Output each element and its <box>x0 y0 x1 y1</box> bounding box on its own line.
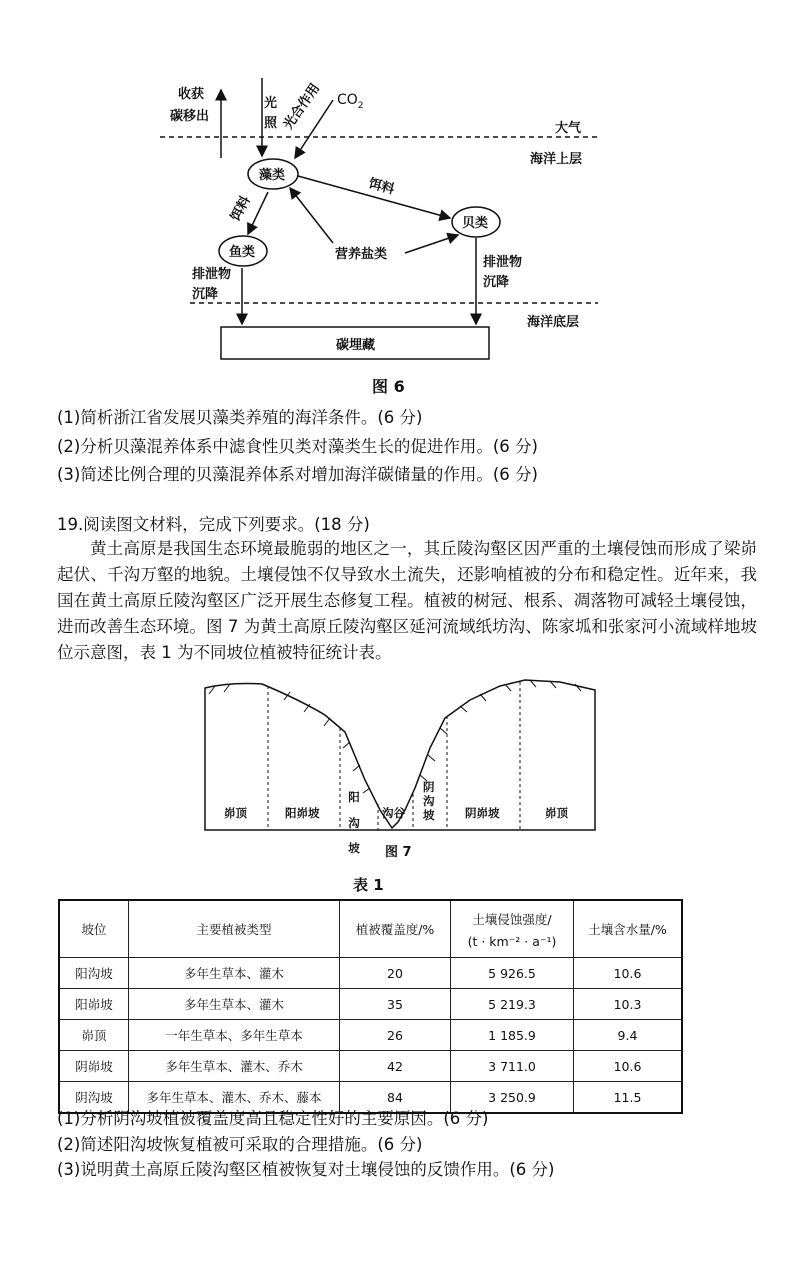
node-carbon-burial: 碳埋藏 <box>336 338 376 353</box>
table-cell: 多年生草本、灌木 <box>129 958 340 989</box>
q18-item-1: (1)简析浙江省发展贝藻类养殖的海洋条件。(6 分) <box>57 408 423 427</box>
table-cell: 阴沟坡 <box>59 1082 129 1114</box>
table-cell: 10.3 <box>574 989 683 1020</box>
table-cell: 多年生草本、灌木、乔木、藤本 <box>129 1082 340 1114</box>
zone-mao-top-left: 峁顶 <box>224 806 247 820</box>
zone-sunny-mao-slope: 阳峁坡 <box>285 806 320 820</box>
table-cell: 9.4 <box>574 1020 683 1051</box>
header-erosion <box>451 900 574 958</box>
table-header-row <box>59 900 682 958</box>
table-row <box>59 1051 682 1082</box>
header-erosion-unit: (t · km⁻² · a⁻¹) <box>467 933 557 949</box>
header-vegetation-type: 主要植被类型 <box>129 900 340 958</box>
zone-shady-mao-slope: 阴峁坡 <box>465 806 500 820</box>
table-cell: 10.6 <box>574 1051 683 1082</box>
figure-7-caption: 图 7 <box>385 845 412 860</box>
table-cell: 峁顶 <box>59 1020 129 1051</box>
q19-item-2: (2)简述阳沟坡恢复植被可采取的合理措施。(6 分) <box>57 1135 423 1154</box>
label-bottom-ocean: 海洋底层 <box>527 315 580 330</box>
table-row <box>59 958 682 989</box>
table-cell: 84 <box>340 1082 451 1114</box>
label-harvest: 收获 <box>178 87 205 102</box>
label-feed-fish: 饵料 <box>228 193 254 224</box>
table-cell: 3 250.9 <box>451 1082 574 1114</box>
q19-item-1: (1)分析阴沟坡植被覆盖度高且稳定性好的主要原因。(6 分) <box>57 1109 489 1128</box>
node-algae: 藻类 <box>259 168 286 183</box>
figure-7-slope-profile <box>0 670 800 870</box>
label-light-2: 照 <box>264 116 278 131</box>
label-excreta-shellfish: 排泄物 <box>483 255 523 270</box>
table-cell: 10.6 <box>574 958 683 989</box>
label-carbon-out: 碳移出 <box>170 109 210 124</box>
table-cell: 阴峁坡 <box>59 1051 129 1082</box>
table-cell: 阳沟坡 <box>59 958 129 989</box>
node-shellfish: 贝类 <box>462 216 489 231</box>
zone-shady-gully-slope: 阴沟坡 <box>423 780 435 822</box>
table-cell: 3 711.0 <box>451 1051 574 1082</box>
table-cell: 阳峁坡 <box>59 989 129 1020</box>
table-cell: 35 <box>340 989 451 1020</box>
label-feed-shellfish: 饵料 <box>366 176 396 198</box>
node-nutrients: 营养盐类 <box>335 247 388 262</box>
label-settle-shellfish: 沉降 <box>483 275 510 290</box>
header-moisture: 土壤含水量/% <box>574 900 683 958</box>
header-coverage: 植被覆盖度/% <box>340 900 451 958</box>
label-atmosphere: 大气 <box>555 121 582 136</box>
q19-item-3: (3)说明黄土高原丘陵沟壑区植被恢复对土壤侵蚀的反馈作用。(6 分) <box>57 1160 555 1179</box>
table-1 <box>58 899 683 1114</box>
table-cell: 42 <box>340 1051 451 1082</box>
figure-6-caption: 图 6 <box>372 377 405 396</box>
label-photosynthesis: 光合作用 <box>280 81 324 133</box>
node-fish: 鱼类 <box>229 245 256 260</box>
zone-mao-top-right: 峁顶 <box>545 806 568 820</box>
q19-title: 19.阅读图文材料，完成下列要求。(18 分) <box>57 515 370 534</box>
table-row <box>59 1020 682 1051</box>
zone-valley: 沟谷 <box>382 806 405 820</box>
table-cell: 11.5 <box>574 1082 683 1114</box>
table-cell: 26 <box>340 1020 451 1051</box>
q18-item-3: (3)简述比例合理的贝藻混养体系对增加海洋碳储量的作用。(6 分) <box>57 465 538 484</box>
label-excreta-fish: 排泄物 <box>192 267 232 282</box>
label-light: 光 <box>264 96 278 111</box>
table-cell: 多年生草本、灌木、乔木 <box>129 1051 340 1082</box>
header-slope-position: 坡位 <box>59 900 129 958</box>
zone-sunny-gully-slope: 阳沟坡 <box>347 791 361 854</box>
label-settle-fish: 沉降 <box>192 287 219 302</box>
figure-6-carbon-cycle-diagram <box>0 0 800 400</box>
table-1-caption: 表 1 <box>353 876 384 894</box>
table-cell: 5 926.5 <box>451 958 574 989</box>
table-cell: 1 185.9 <box>451 1020 574 1051</box>
header-erosion-title: 土壤侵蚀强度/ <box>472 911 552 927</box>
label-co2: $CO_2$ <box>337 92 364 111</box>
q18-item-2: (2)分析贝藻混养体系中滤食性贝类对藻类生长的促进作用。(6 分) <box>57 437 538 456</box>
table-cell: 20 <box>340 958 451 989</box>
table-cell: 5 219.3 <box>451 989 574 1020</box>
q19-paragraph: 黄土高原是我国生态环境最脆弱的地区之一，其丘陵沟壑区因严重的土壤侵蚀而形成了梁峁起伏、千沟万壑的地貌。土壤侵蚀不仅导致水土流失，还影响植被的分布和稳定性。近年来，我国在黄土高原丘陵沟壑区广泛开展生态修复工程。植被的树冠、根系、凋落物可减轻土壤侵蚀，进而改善生态环境。图 7 为黄土高原丘陵沟壑区延河流域纸坊沟、陈家坬和张家河小流域样地坡位示意图，表 1 为不同坡位植被特征统计表。 <box>57 539 757 662</box>
table-row <box>59 989 682 1020</box>
label-upper-ocean: 海洋上层 <box>530 152 583 167</box>
table-cell: 一年生草本、多年生草本 <box>129 1020 340 1051</box>
table-cell: 多年生草本、灌木 <box>129 989 340 1020</box>
